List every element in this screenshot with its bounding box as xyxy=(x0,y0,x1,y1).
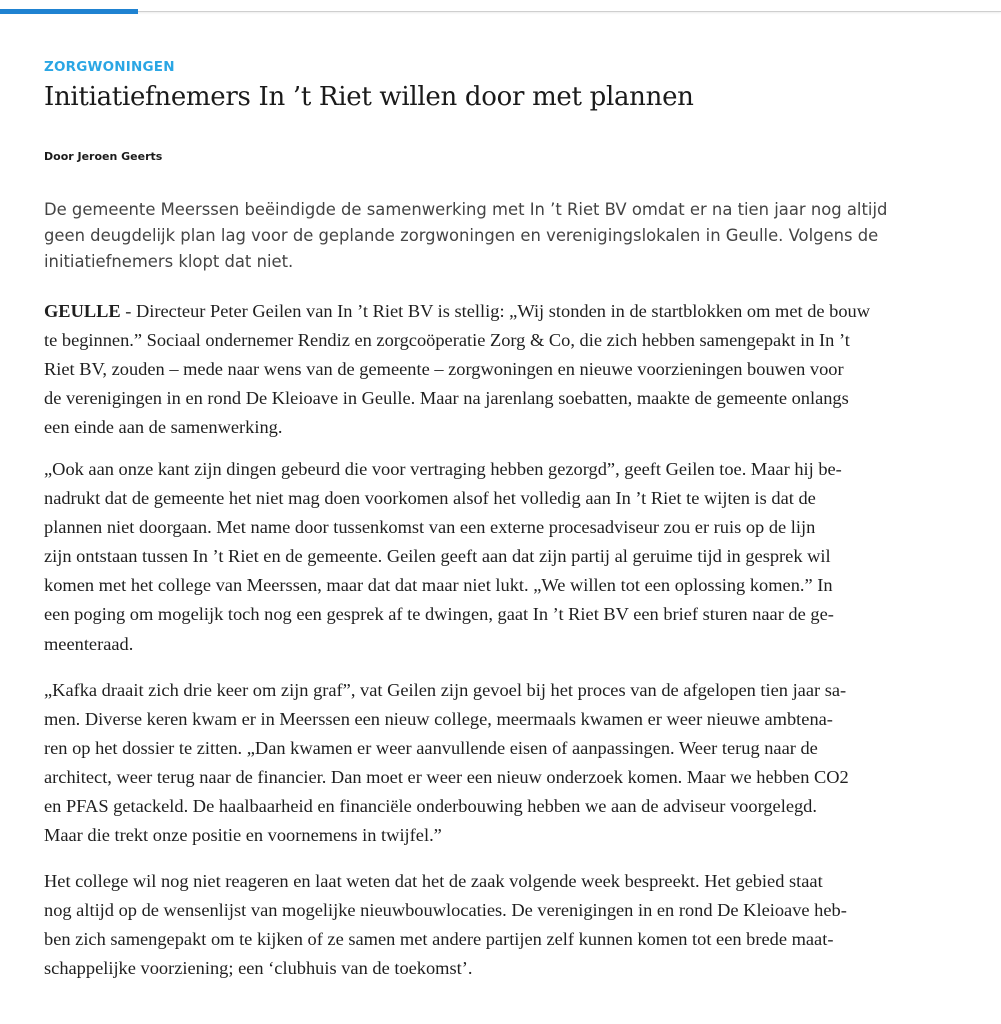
article-kicker[interactable]: ZORGWONINGEN xyxy=(44,59,175,75)
article-paragraph xyxy=(44,867,964,983)
dateline: GEULLE xyxy=(44,301,121,321)
article-title: Initiatiefnemers In ’t Riet willen door met plannen xyxy=(44,82,694,112)
reading-progress-track xyxy=(0,0,1001,12)
reading-progress-bar xyxy=(0,9,138,14)
paragraph-line-text: - Directeur Peter Geilen van In ’t Riet BV is stellig: „Wij stonden in de startblokken om met de bouw xyxy=(120,301,871,321)
paragraph-line: ben zich samengepakt om te kijken of ze samen met andere partijen zelf kunnen komen tot een brede maat- xyxy=(44,929,834,950)
paragraph-line xyxy=(44,297,964,326)
paragraph-line: Maar die trekt onze positie en voornemens in twijfel.” xyxy=(44,825,442,846)
article-paragraph xyxy=(44,676,964,851)
article-lead xyxy=(44,197,954,275)
paragraph-line: „Ook aan onze kant zijn dingen gebeurd die voor vertraging hebben gezorgd”, geeft Geilen toe. Maar hij be- xyxy=(44,459,842,479)
paragraph-line: plannen niet doorgaan. Met name door tussenkomst van een externe procesadviseur zou er ruis op de lijn xyxy=(44,517,816,538)
lead-line: initiatiefnemers klopt dat niet. xyxy=(44,252,294,271)
paragraph-line: schappelijke voorziening; een ‘clubhuis van de toekomst’. xyxy=(44,958,473,979)
paragraph-line: architect, weer terug naar de financier. Dan moet er weer een nieuw onderzoek komen. Maar we hebben CO2 xyxy=(44,767,849,788)
article-paragraph xyxy=(44,297,964,442)
lead-line: geen deugdelijk plan lag voor de geplande zorgwoningen en verenigingslokalen in Geulle. Volgens de xyxy=(44,226,879,245)
article-paragraph xyxy=(44,455,964,659)
paragraph-line: nog altijd op de wensenlijst van mogelijke nieuwbouwlocaties. De verenigingen in en rond De Kleioave heb- xyxy=(44,900,847,921)
lead-line: De gemeente Meerssen beëindigde de samenwerking met In ’t Riet BV omdat er na tien jaar nog altijd xyxy=(44,200,888,219)
paragraph-line: en PFAS getackeld. De haalbaarheid en financiële onderbouwing hebben we aan de adviseur voorgelegd. xyxy=(44,796,817,817)
paragraph-line: te beginnen.” Sociaal ondernemer Rendiz en zorgcoöperatie Zorg & Co, die zich hebben samengepakt in In ’t xyxy=(44,330,850,351)
paragraph-line: komen met het college van Meerssen, maar dat dat maar niet lukt. „We willen tot een oplossing komen.” In xyxy=(44,575,833,596)
article-byline: Door Jeroen Geerts xyxy=(44,150,163,163)
paragraph-line: de verenigingen in en rond De Kleioave in Geulle. Maar na jarenlang soebatten, maakte de gemeente onlangs xyxy=(44,388,849,409)
paragraph-line: Het college wil nog niet reageren en laat weten dat het de zaak volgende week bespreekt. Het gebied staat xyxy=(44,871,823,891)
paragraph-line: een einde aan de samenwerking. xyxy=(44,417,283,438)
paragraph-line: ren op het dossier te zitten. „Dan kwamen er weer aanvullende eisen of aanpassingen. Weer terug naar de xyxy=(44,738,818,759)
paragraph-line: Riet BV, zouden – mede naar wens van de gemeente – zorgwoningen en nieuwe voorzieningen bouwen voor xyxy=(44,359,844,380)
paragraph-line: een poging om mogelijk toch nog een gesprek af te dwingen, gaat In ’t Riet BV een brief sturen naar de ge- xyxy=(44,604,834,625)
paragraph-line: meenteraad. xyxy=(44,633,134,654)
paragraph-line: men. Diverse keren kwam er in Meerssen een nieuw college, meermaals kwamen er weer nieuwe ambtena- xyxy=(44,709,833,730)
paragraph-line: nadrukt dat de gemeente het niet mag doen voorkomen alsof het volledig aan In ’t Riet te wijten is dat de xyxy=(44,488,816,509)
paragraph-line: zijn ontstaan tussen In ’t Riet en de gemeente. Geilen geeft aan dat zijn partij al geruime tijd in gesprek wil xyxy=(44,546,831,567)
paragraph-line: „Kafka draait zich drie keer om zijn graf”, vat Geilen zijn gevoel bij het proces van de afgelopen tien jaar sa- xyxy=(44,680,847,700)
